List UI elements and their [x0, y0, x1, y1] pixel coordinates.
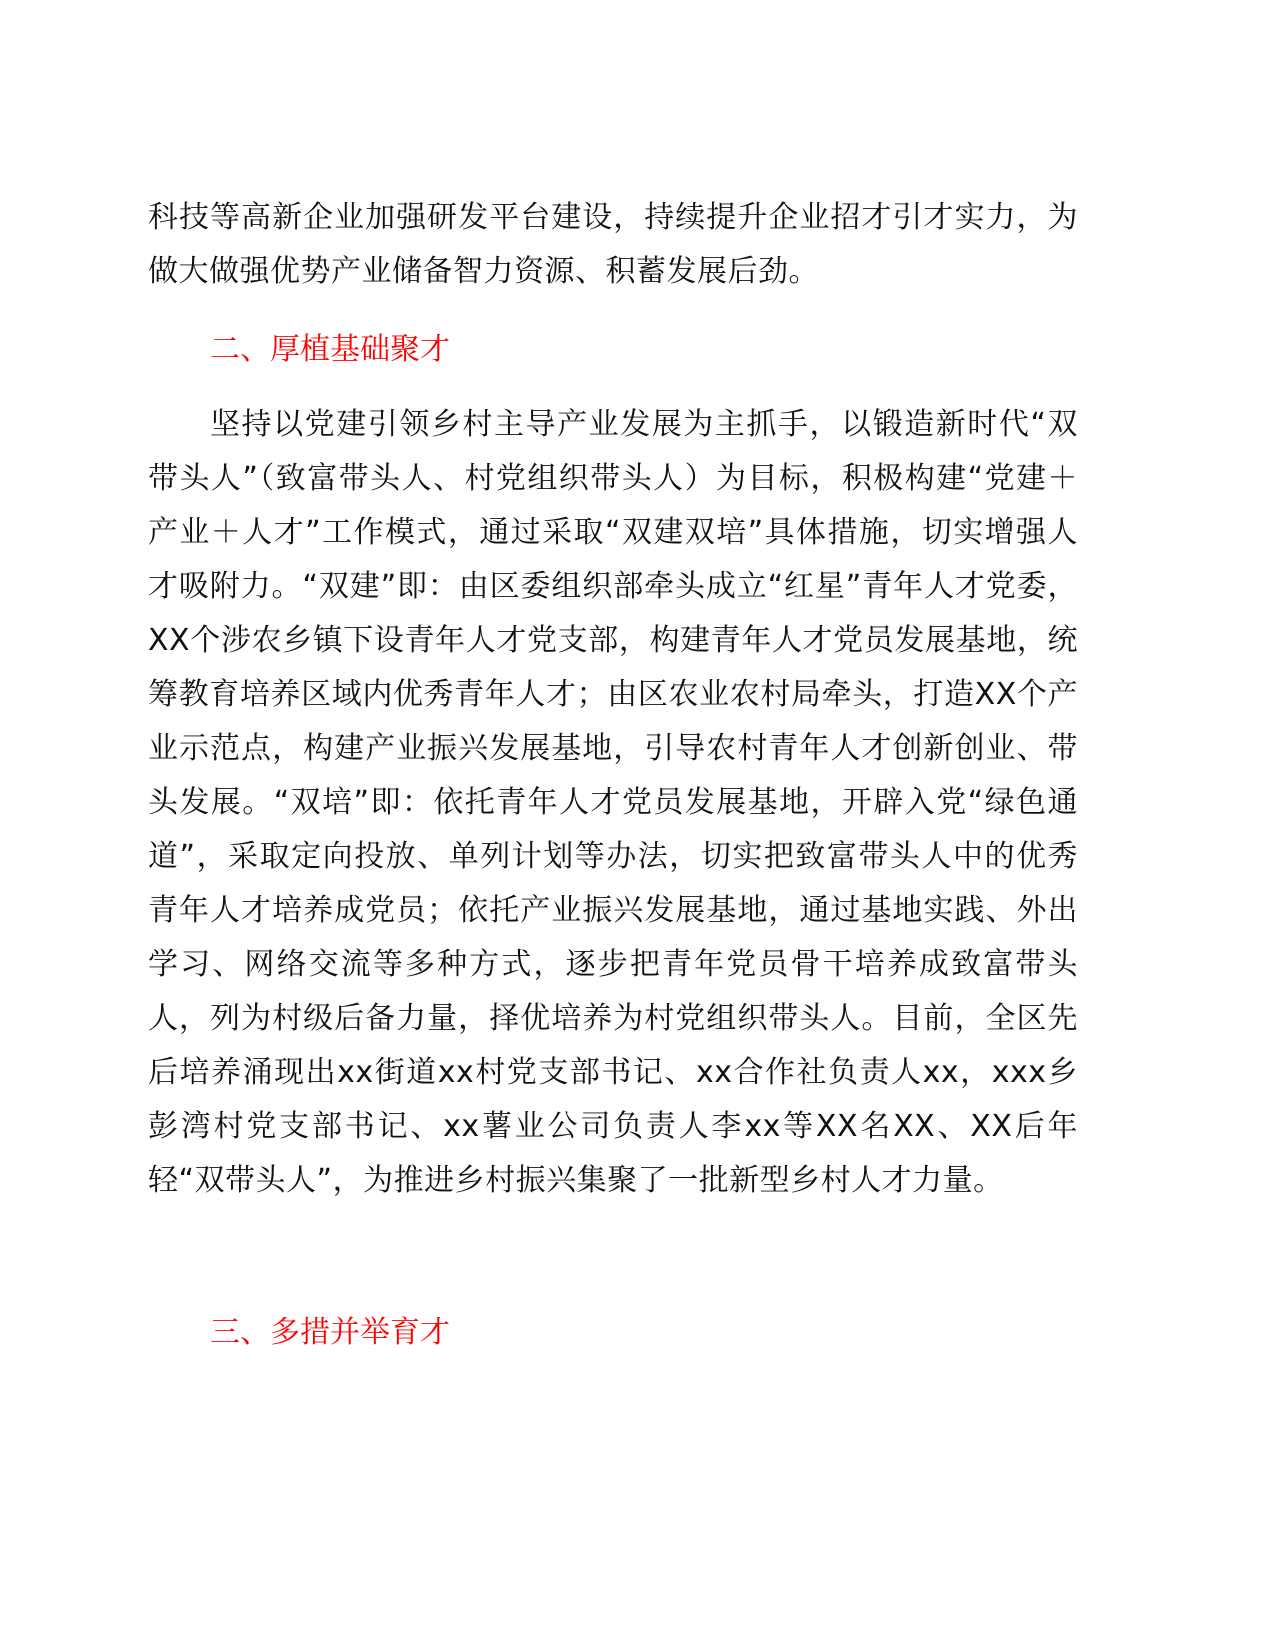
continuation-paragraph: 科技等高新企业加强研发平台建设，持续提升企业招才引才实力，为做大做强优势产业储备智力资源、积蓄发展后劲。	[148, 200, 1078, 289]
section-2-paragraph: 坚持以党建引领乡村主导产业发展为主抓手，以锻造新时代“双带头人”（致富带头人、村党组织带头人）为目标，积极构建“党建＋产业＋人才”工作模式，通过采取“双建双培”具体措施，切实增强人才吸附力。“双建”即：由区委组织部牵头成立“红星”青年人才党委，XX个涉农乡镇下设青年人才党支部，构建青年人才党员发展基地，统筹教育培养区域内优秀青年人才；由区农业农村局牵头，打造XX个产业示范点，构建产业振兴发展基地，引导农村青年人才创新创业、带头发展。“双培”即：依托青年人才党员发展基地，开辟入党“绿色通道”，采取定向投放、单列计划等办法，切实把致富带头人中的优秀青年人才培养成党员；依托产业振兴发展基地，通过基地实践、外出学习、网络交流等多种方式，逐步把青年党员骨干培养成致富带头人，列为村级后备力量，择优培养为村党组织带头人。目前，全区先后培养涌现出xx街道xx村党支部书记、xx合作社负责人xx，xxx乡彭湾村党支部书记、xx薯业公司负责人李xx等XX名XX、XX后年轻“双带头人”，为推进乡村振兴集聚了一批新型乡村人才力量。	[148, 407, 1078, 1198]
section-heading-3: 三、多措并举育才	[210, 1315, 450, 1350]
section-heading-2: 二、厚植基础聚才	[210, 332, 450, 367]
